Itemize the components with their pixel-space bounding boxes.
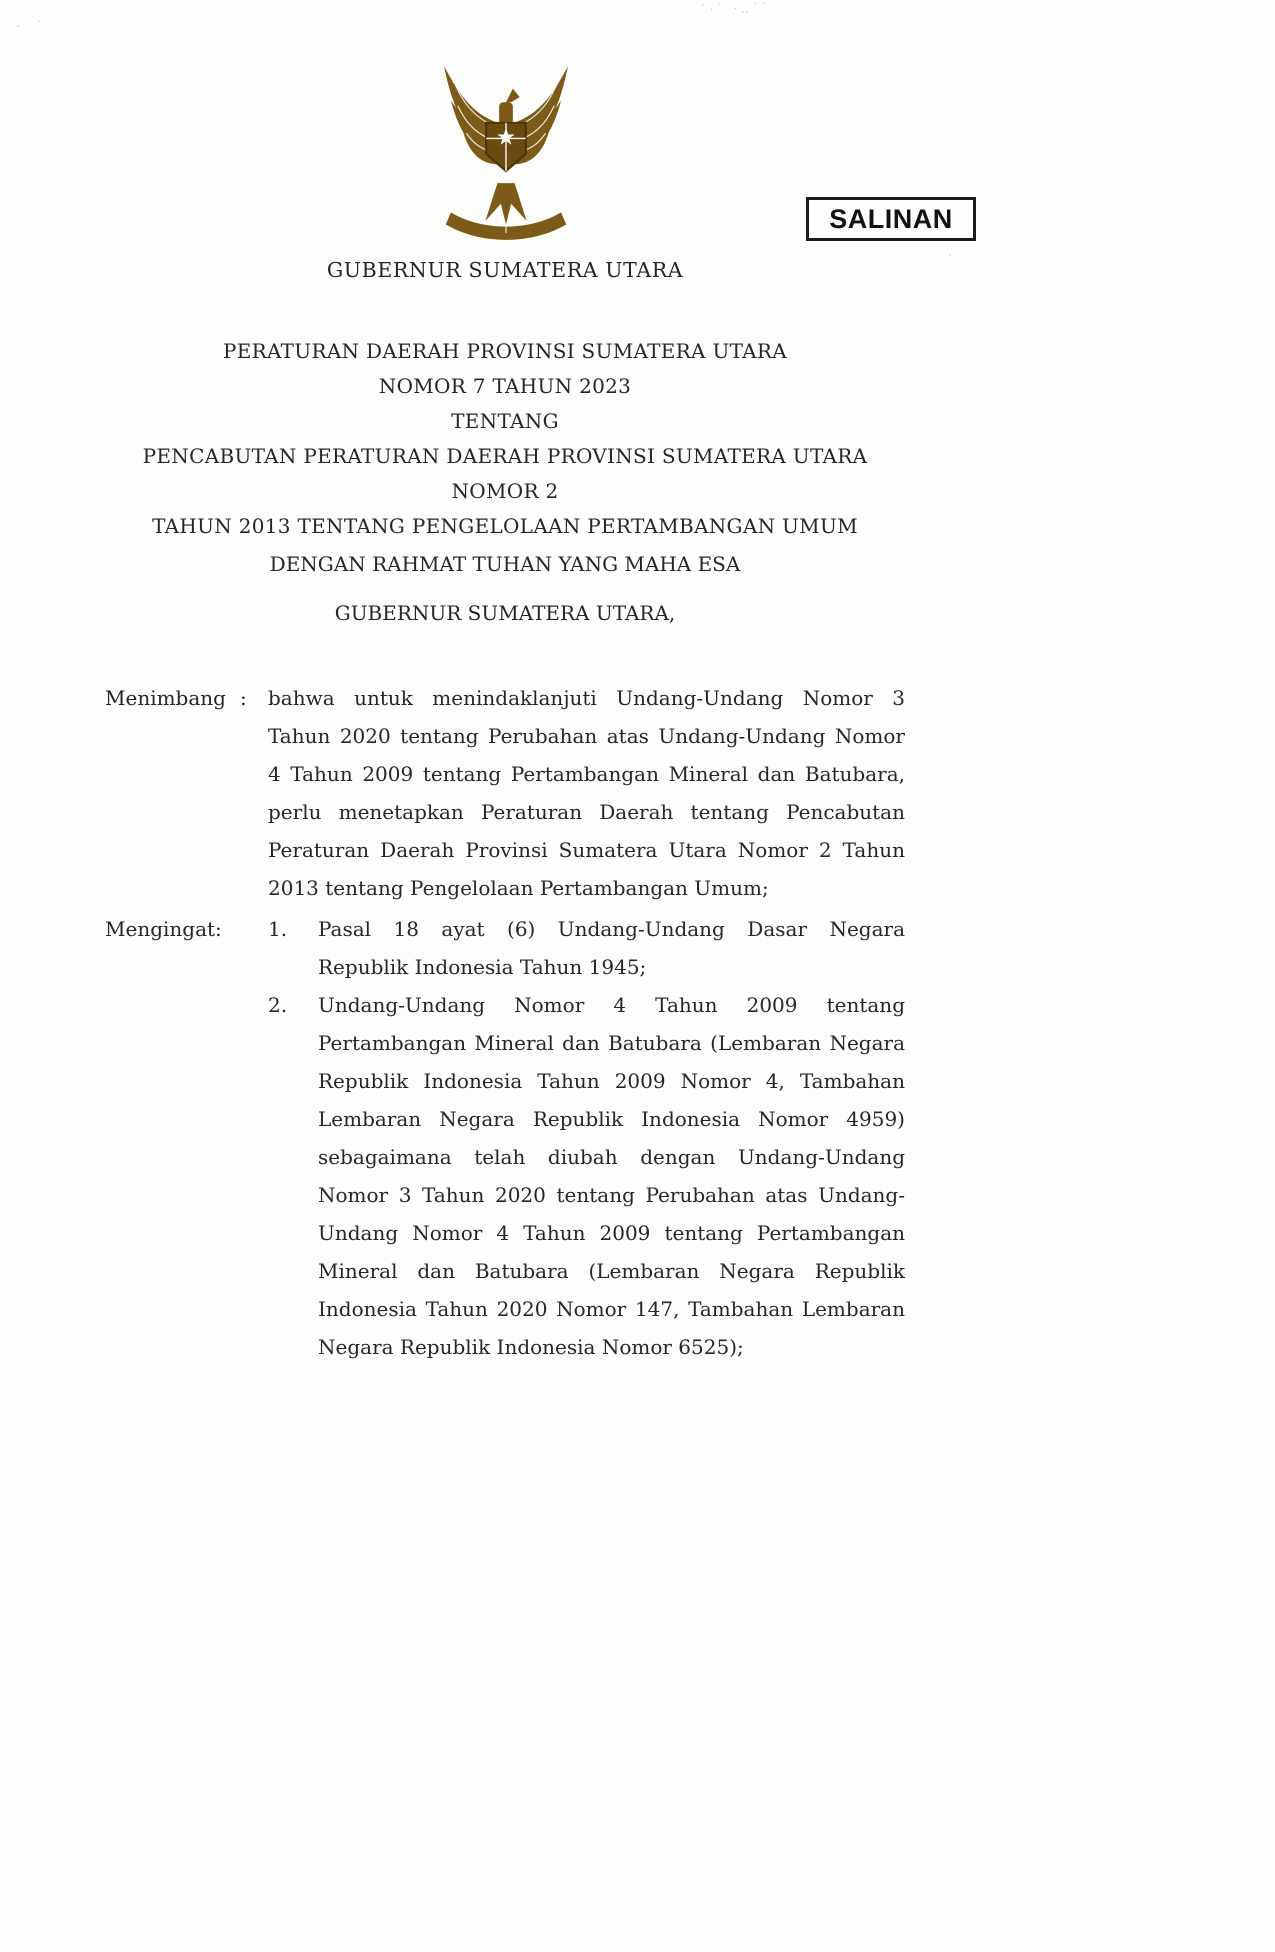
doc-title-line: PENCABUTAN PERATURAN DAERAH PROVINSI SUMATERA UTARA NOMOR 2	[142, 444, 868, 503]
salinan-stamp-label: SALINAN	[829, 203, 953, 234]
menimbang-colon: :	[239, 686, 247, 710]
mengingat-list	[268, 910, 905, 1366]
institution-title: GUBERNUR SUMATERA UTARA	[326, 258, 684, 282]
list-item-number: 2.	[268, 993, 288, 1017]
document-content	[105, 0, 905, 1952]
list-item-text: Undang-Undang Nomor 4 Tahun 2009 tentang Pertambangan Mineral dan Batubara (Lembaran Negara Republik Indonesia Tahun 2009 Nomor 4, Tambahan Lembaran Negara Republik Indonesia Nomor 4959) sebagaimana telah diubah dengan Undang-Undang Nomor 3 Tahun 2020 tentang Perubahan atas Undang-Undang Nomor 4 Tahun 2009 tentang Pertambangan Mineral dan Batubara (Lembaran Negara Republik Indonesia Tahun 2020 Nomor 147, Tambahan Lembaran Negara Republik Indonesia Nomor 6525);	[318, 993, 905, 1359]
doc-title-line: NOMOR 7 TAHUN 2023	[378, 374, 632, 398]
menimbang-label	[105, 679, 268, 717]
menimbang-label-text: Menimbang	[105, 686, 226, 710]
doc-title-line: PERATURAN DAERAH PROVINSI SUMATERA UTARA	[223, 339, 787, 363]
mengingat-section	[105, 910, 905, 1366]
menimbang-section	[105, 679, 905, 907]
doc-title-line: TAHUN 2013 TENTANG PENGELOLAAN PERTAMBANGAN UMUM	[152, 514, 858, 538]
invocation-line: GUBERNUR SUMATERA UTARA,	[334, 601, 676, 625]
list-item-text: Pasal 18 ayat (6) Undang-Undang Dasar Negara Republik Indonesia Tahun 1945;	[318, 917, 905, 979]
document-title-block	[105, 334, 905, 544]
list-item	[268, 986, 905, 1366]
list-item	[268, 910, 905, 986]
scan-artifact: ·	[948, 248, 953, 264]
scan-artifact: · ˙	[16, 20, 49, 35]
mengingat-label: Mengingat:	[105, 917, 222, 941]
menimbang-text: bahwa untuk menindaklanjuti Undang-Undang Nomor 3 Tahun 2020 tentang Perubahan atas Undang-Undang Nomor 4 Tahun 2009 tentang Pertambangan Mineral dan Batubara, perlu menetapkan Peraturan Daerah tentang Pencabutan Peraturan Daerah Provinsi Sumatera Utara Nomor 2 Tahun 2013 tentang Pengelolaan Pertambangan Umum;	[268, 686, 905, 900]
invocation-line: DENGAN RAHMAT TUHAN YANG MAHA ESA	[269, 552, 741, 576]
list-item-number: 1.	[268, 917, 288, 941]
preamble-sections	[105, 679, 905, 1366]
invocation-block	[105, 552, 905, 625]
doc-title-line: TENTANG	[451, 409, 559, 433]
scan-artifact: ˙·˙ ·‥˙˙	[699, 0, 772, 19]
